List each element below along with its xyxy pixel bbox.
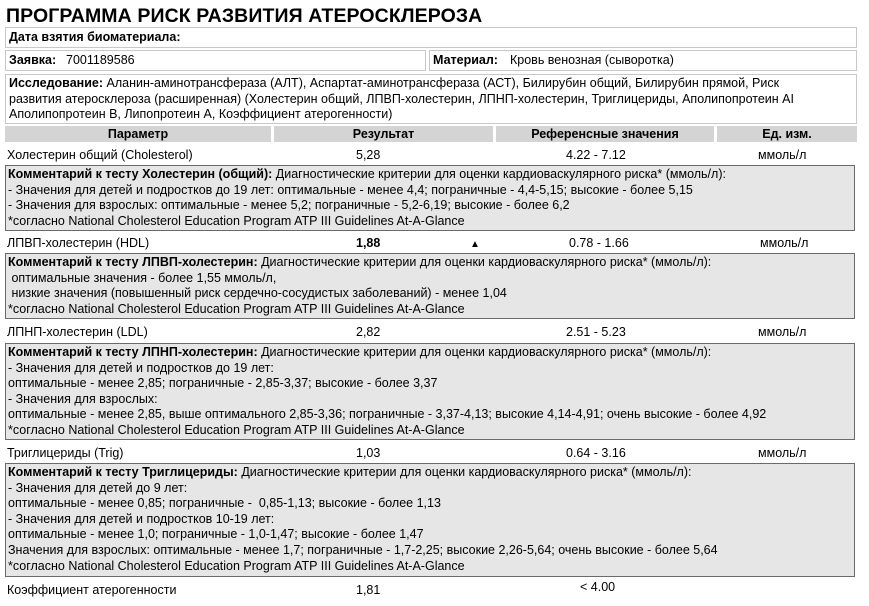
comment-first-line	[8, 167, 854, 183]
comment-line: оптимальные - менее 2,85, выше оптимального 2,85-3,36; пограничные - 3,37-4,13; высокие 4,14-4,91; очень высокие - более 4,92	[8, 407, 767, 422]
comment-text: Диагностические критерии для оценки кардиоваскулярного риска* (ммоль/л):	[275, 167, 726, 181]
comment-line: оптимальные - менее 0,85; пограничные - 0,85-1,13; высокие - более 1,13	[8, 496, 441, 511]
column-header-reference: Референсные значения	[531, 127, 679, 141]
table-row	[5, 235, 857, 252]
comment-line: *согласно National Cholesterol Education Program ATP III Guidelines At-A-Glance	[8, 558, 465, 573]
study-label: Исследование:	[9, 76, 104, 90]
comment-first-line	[8, 345, 854, 361]
unit: ммоль/л	[758, 325, 807, 339]
parameter-name: Коэффициент атерогенности	[7, 583, 177, 597]
table-row	[5, 582, 857, 599]
parameter-name: ЛПНП-холестерин (LDL)	[7, 325, 148, 339]
unit: ммоль/л	[758, 446, 807, 460]
results-table-header	[5, 126, 857, 142]
comment-text: Диагностические критерии для оценки кардиоваскулярного риска* (ммоль/л):	[261, 255, 712, 269]
order-number: 7001189586	[66, 53, 135, 67]
comment-text: Диагностические критерии для оценки кардиоваскулярного риска* (ммоль/л):	[261, 345, 712, 359]
comment-box	[5, 463, 855, 577]
comment-line: оптимальные - менее 2,85; пограничные - 2,85-3,37; высокие - более 3,37	[8, 376, 438, 391]
comment-line: оптимальные - менее 1,0; пограничные - 1,0-1,47; высокие - более 1,47	[8, 527, 424, 542]
study-box	[5, 74, 857, 124]
material-box	[429, 50, 857, 71]
parameter-name: Триглицериды (Trig)	[7, 446, 124, 460]
comment-heading: Комментарий к тесту ЛПНП-холестерин:	[8, 345, 258, 359]
comment-line: низкие значения (повышенный риск сердечно-сосудистых заболеваний) - менее 1,04	[8, 286, 507, 301]
column-header-parameter: Параметр	[107, 127, 169, 141]
material-label: Материал:	[433, 53, 498, 67]
comment-heading: Комментарий к тесту ЛПВП-холестерин:	[8, 255, 258, 269]
comment-first-line	[8, 255, 854, 271]
parameter-name: ЛПВП-холестерин (HDL)	[7, 236, 150, 250]
comment-line: - Значения для взрослых: оптимальные - менее 5,2; пограничные - 5,2-6,19; высокие - более 6,2	[8, 198, 570, 213]
table-row	[5, 147, 857, 164]
study-line-2: развития атеросклероза (расширенная) (Холестерин общий, ЛПВП-холестерин, ЛПНП-холестерин, Триглицериды, Аполипопротеин АI	[9, 91, 794, 106]
comment-line: Значения для взрослых: оптимальные - менее 1,7; пограничные - 1,7-2,25; высокие 2,26-5,64; очень высокие - более 5,64	[8, 542, 718, 557]
reference-range: 0.78 - 1.66	[569, 236, 629, 250]
result-value: 1,81	[356, 583, 381, 597]
study-line-3: Аполипопротеин В, Липопротеин А, Коэффициент атерогенности)	[9, 107, 393, 122]
order-label: Заявка:	[9, 53, 57, 67]
material-value: Кровь венозная (сыворотка)	[510, 53, 674, 67]
comment-line: *согласно National Cholesterol Education Program ATP III Guidelines At-A-Glance	[8, 213, 465, 228]
comment-line: - Значения для детей и подростков до 19 лет: оптимальные - менее 4,4; пограничные - 4,4-5,15; высокие - более 5,15	[8, 182, 693, 197]
order-box	[5, 50, 426, 71]
comment-heading: Комментарий к тесту Триглицериды:	[8, 465, 238, 479]
reference-range: < 4.00	[580, 580, 616, 594]
column-header-unit: Ед. изм.	[762, 127, 812, 141]
table-row	[5, 445, 857, 462]
comment-line: - Значения для детей до 9 лет:	[8, 480, 188, 495]
comment-line: *согласно National Cholesterol Education Program ATP III Guidelines At-A-Glance	[8, 422, 465, 437]
comment-line: *согласно National Cholesterol Education Program ATP III Guidelines At-A-Glance	[8, 301, 465, 316]
comment-line: - Значения для взрослых:	[8, 391, 158, 406]
parameter-name: Холестерин общий (Cholesterol)	[7, 148, 193, 162]
collection-date-label: Дата взятия биоматериала:	[9, 30, 181, 44]
result-value: 1,88	[356, 236, 381, 250]
reference-range: 4.22 - 7.12	[566, 148, 626, 162]
high-flag-icon: ▲	[470, 239, 480, 250]
reference-range: 2.51 - 5.23	[566, 325, 626, 339]
report-title: ПРОГРАММА РИСК РАЗВИТИЯ АТЕРОСКЛЕРОЗА	[6, 5, 483, 27]
result-value: 5,28	[356, 148, 381, 162]
comment-box	[5, 165, 855, 231]
unit: ммоль/л	[760, 236, 809, 250]
table-row	[5, 324, 857, 341]
result-value: 2,82	[356, 325, 381, 339]
study-line-1	[9, 76, 856, 92]
unit: ммоль/л	[758, 148, 807, 162]
study-text-1: Аланин-аминотрансфераза (АЛТ), Аспартат-аминотрансфераза (АСТ), Билирубин общий, Билирубин прямой, Риск	[106, 76, 780, 90]
comment-line: - Значения для детей и подростков 10-19 лет:	[8, 511, 275, 526]
comment-text: Диагностические критерии для оценки кардиоваскулярного риска* (ммоль/л):	[241, 465, 692, 479]
comment-first-line	[8, 465, 854, 481]
collection-date-box	[5, 27, 857, 48]
column-header-result: Результат	[352, 127, 415, 141]
reference-range: 0.64 - 3.16	[566, 446, 626, 460]
comment-line: - Значения для детей и подростков до 19 лет:	[8, 360, 274, 375]
comment-box	[5, 343, 855, 440]
comment-line: оптимальные значения - более 1,55 ммоль/л,	[8, 270, 277, 285]
result-value: 1,03	[356, 446, 381, 460]
comment-box	[5, 253, 855, 319]
comment-heading: Комментарий к тесту Холестерин (общий):	[8, 167, 273, 181]
